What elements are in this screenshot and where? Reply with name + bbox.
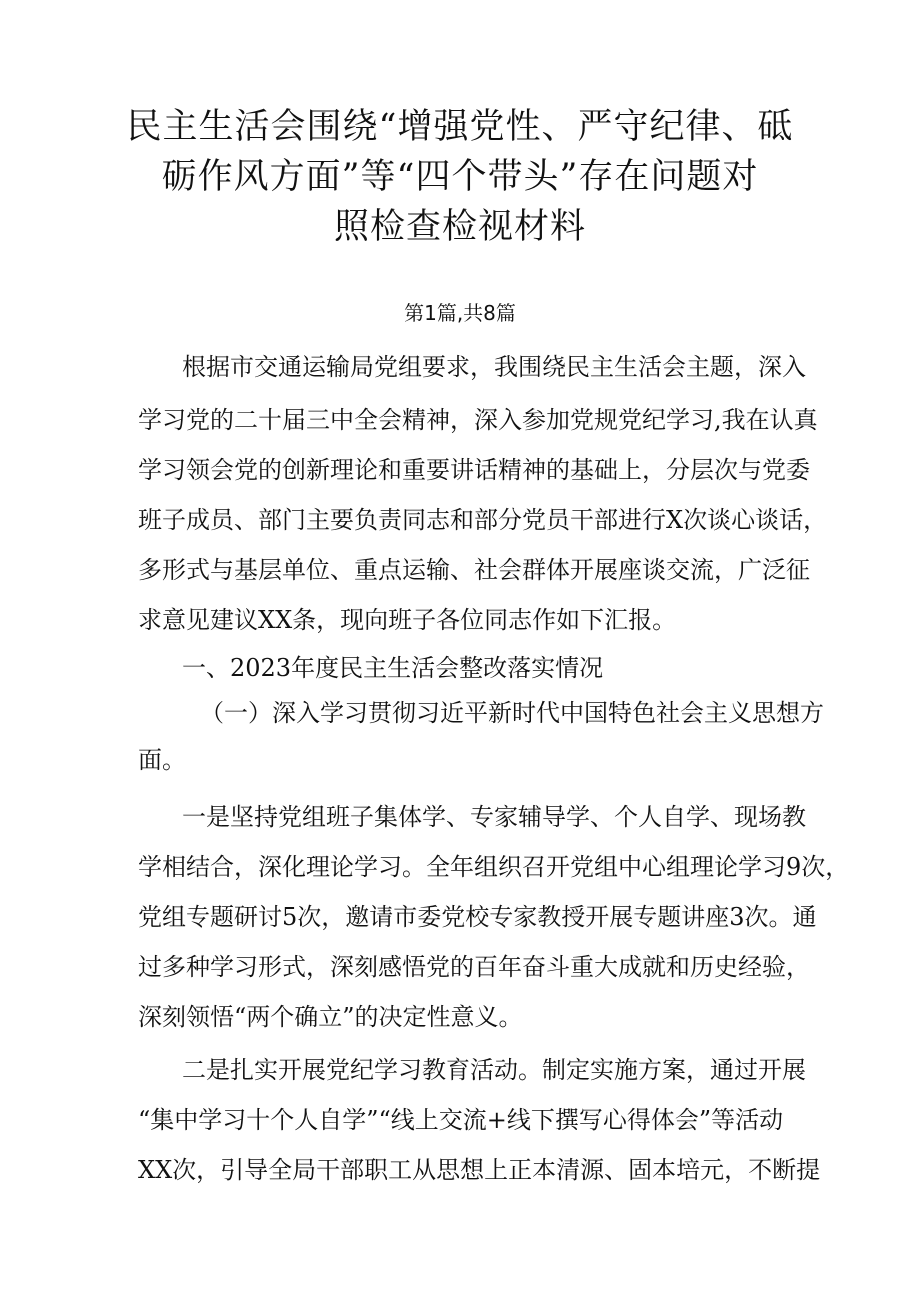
body-line: 班子成员、部门主要负责同志和部分党员干部进行X次谈心谈话， <box>138 506 828 534</box>
body-line: 根据市交通运输局党组要求，我围绕民主生活会主题，深入 <box>182 353 806 381</box>
title-line: 照检查检视材料 <box>333 207 586 247</box>
body-line: XX次，引导全局干部职工从思想上正本清源、固本培元，不断提 <box>138 1156 821 1184</box>
body-line: 学习领会党的创新理论和重要讲话精神的基础上，分层次与党委 <box>138 456 810 484</box>
body-line: 过多种学习形式，深刻感悟党的百年奋斗重大成就和历史经验， <box>138 953 810 981</box>
body-line: 一是坚持党组班子集体学、专家辅导学、个人自学、现场教 <box>182 803 806 831</box>
body-line: 求意见建议XX条，现向班子各位同志作如下汇报。 <box>138 606 677 634</box>
subsection-heading: （一）深入学习贯彻习近平新时代中国特色社会主义思想方 <box>200 699 824 727</box>
body-line: 学相结合，深化理论学习。全年组织召开党组中心组理论学习9次， <box>138 853 850 881</box>
body-line: 深刻领悟“两个确立”的决定性意义。 <box>138 1003 523 1031</box>
body-line: 党组专题研讨5次，邀请市委党校专家教授开展专题讲座3次。通 <box>138 903 817 931</box>
title-line: 砺作风方面”等“四个带头”存在问题对 <box>161 157 759 197</box>
document-subtitle: 第1篇,共8篇 <box>404 301 516 325</box>
document-title <box>110 102 810 252</box>
section-heading: 一、2023年度民主生活会整改落实情况 <box>182 654 604 682</box>
body-line: 二是扎实开展党纪学习教育活动。制定实施方案，通过开展 <box>182 1056 806 1084</box>
body-line: 多形式与基层单位、重点运输、社会群体开展座谈交流，广泛征 <box>138 556 810 584</box>
title-line: 民主生活会围绕“增强党性、严守纪律、砥 <box>126 107 794 147</box>
body-line: “集中学习十个人自学”“线上交流+线下撰写心得体会”等活动 <box>138 1106 784 1134</box>
body-line: 学习党的二十届三中全会精神，深入参加党规党纪学习,我在认真 <box>138 406 818 434</box>
subsection-heading-cont: 面。 <box>138 746 186 774</box>
